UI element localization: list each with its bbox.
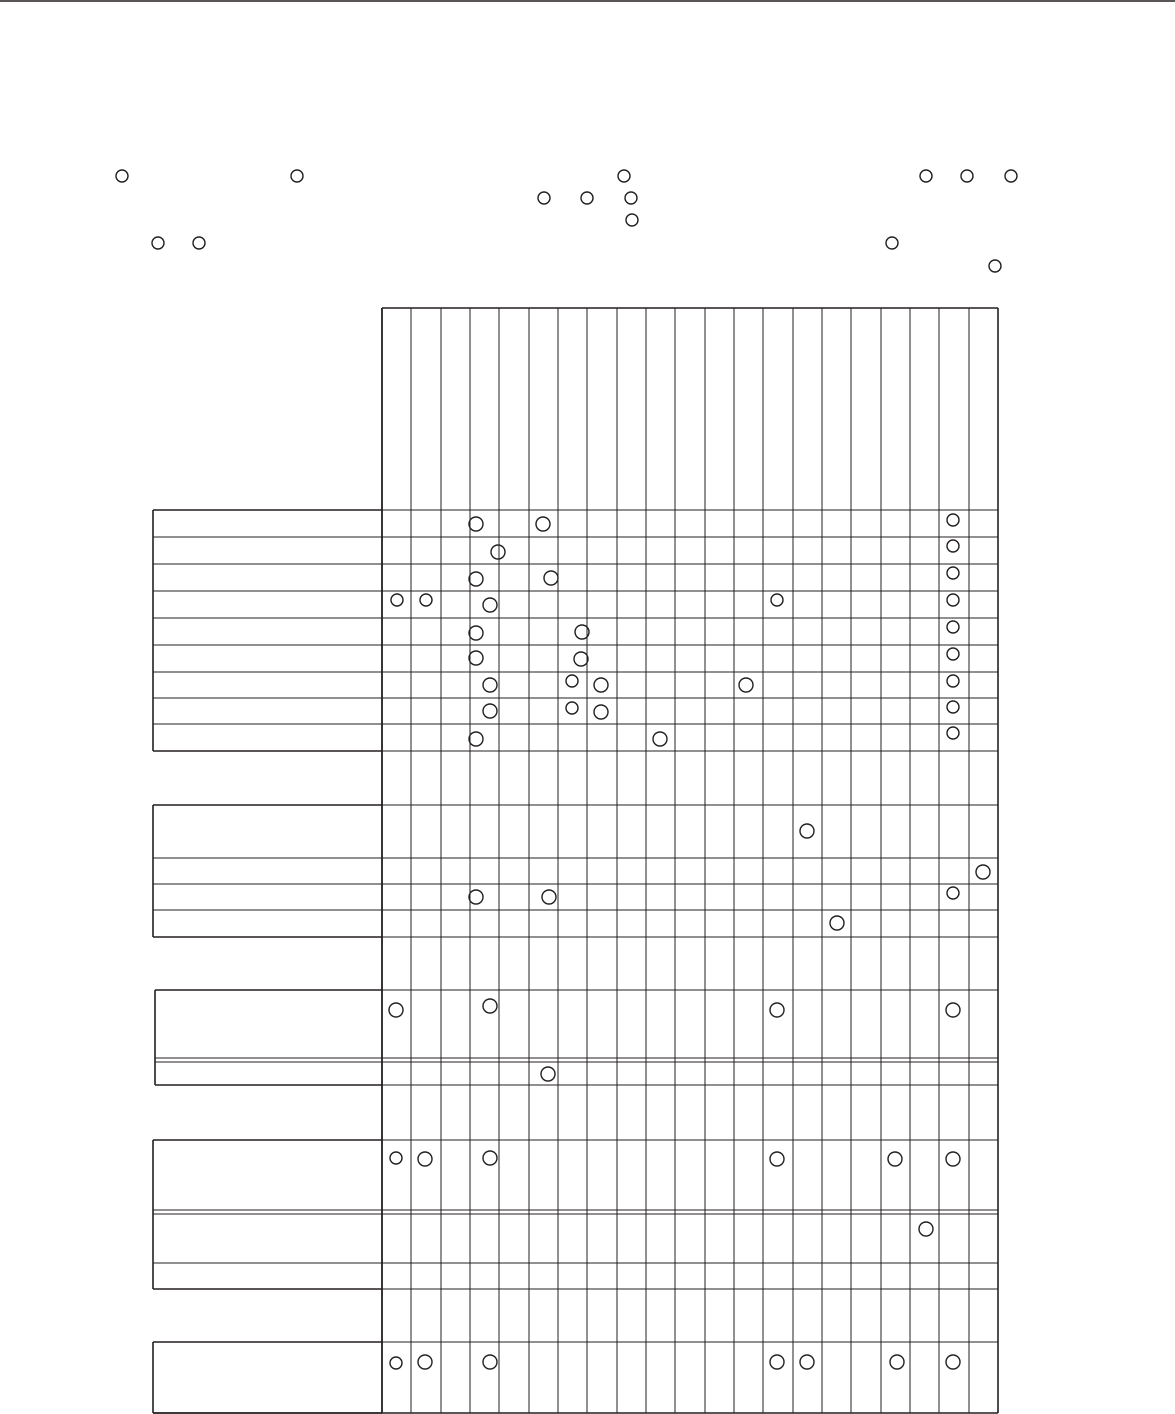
table-circle-mark-icon (947, 887, 959, 899)
note-circle-mark-icon (626, 214, 638, 226)
table-circle-mark-icon (469, 890, 483, 904)
table-circle-mark-icon (544, 571, 558, 585)
table-circle-mark-icon (890, 1355, 904, 1369)
table-circle-mark-icon (542, 890, 556, 904)
table-circle-mark-icon (418, 1355, 432, 1369)
table-circle-mark-icon (946, 1152, 960, 1166)
note-circle-mark-icon (581, 192, 593, 204)
table-circle-mark-icon (536, 517, 550, 531)
table-circle-mark-icon (389, 1003, 403, 1017)
table-circle-mark-icon (739, 678, 753, 692)
table-circle-mark-icon (420, 594, 432, 606)
note-circle-mark-icon (920, 170, 932, 182)
table-circle-mark-icon (830, 916, 844, 930)
table-circle-mark-icon (946, 1355, 960, 1369)
table-circle-mark-icon (469, 572, 483, 586)
table-circle-mark-icon (566, 702, 578, 714)
notes-marks (116, 170, 1017, 272)
table-circle-mark-icon (390, 1357, 402, 1369)
table-circle-mark-icon (947, 514, 959, 526)
table-circle-mark-icon (483, 678, 497, 692)
table-circle-mark-icon (469, 732, 483, 746)
table-circle-mark-icon (418, 1152, 432, 1166)
table-circle-mark-icon (771, 594, 783, 606)
table-circle-mark-icon (947, 540, 959, 552)
note-circle-mark-icon (989, 260, 1001, 272)
table-circle-mark-icon (566, 675, 578, 687)
table-circle-mark-icon (469, 517, 483, 531)
table-circle-mark-icon (390, 1152, 402, 1164)
table-circle-mark-icon (770, 1152, 784, 1166)
table-circle-mark-icon (946, 1003, 960, 1017)
note-circle-mark-icon (152, 237, 164, 249)
table-circle-mark-icon (574, 652, 588, 666)
note-circle-mark-icon (538, 192, 550, 204)
note-circle-mark-icon (961, 170, 973, 182)
table-circle-mark-icon (483, 704, 497, 718)
table-circle-mark-icon (888, 1152, 902, 1166)
table-circle-mark-icon (770, 1355, 784, 1369)
table-circle-mark-icon (594, 678, 608, 692)
note-circle-mark-icon (291, 170, 303, 182)
table-circle-mark-icon (469, 626, 483, 640)
table-circle-mark-icon (800, 1355, 814, 1369)
table-circle-mark-icon (947, 567, 959, 579)
table-circle-mark-icon (391, 594, 403, 606)
compatibility-table (153, 308, 998, 1413)
table-circle-mark-icon (976, 865, 990, 879)
table-circle-mark-icon (800, 824, 814, 838)
note-circle-mark-icon (886, 237, 898, 249)
table-circle-mark-icon (653, 732, 667, 746)
table-circle-mark-icon (919, 1222, 933, 1236)
table-circle-mark-icon (469, 651, 483, 665)
note-circle-mark-icon (116, 170, 128, 182)
note-circle-mark-icon (193, 237, 205, 249)
note-circle-mark-icon (625, 192, 637, 204)
table-circle-mark-icon (947, 727, 959, 739)
note-circle-mark-icon (618, 170, 630, 182)
table-circle-mark-icon (947, 594, 959, 606)
table-circle-mark-icon (947, 648, 959, 660)
table-circle-mark-icon (541, 1067, 555, 1081)
table-circle-mark-icon (947, 621, 959, 633)
table-marks (389, 514, 990, 1369)
table-circle-mark-icon (770, 1003, 784, 1017)
table-circle-mark-icon (483, 598, 497, 612)
note-circle-mark-icon (1005, 170, 1017, 182)
table-circle-mark-icon (483, 1151, 497, 1165)
table-circle-mark-icon (594, 705, 608, 719)
table-circle-mark-icon (947, 675, 959, 687)
table-circle-mark-icon (483, 999, 497, 1013)
table-circle-mark-icon (491, 545, 505, 559)
table-circle-mark-icon (947, 701, 959, 713)
table-circle-mark-icon (483, 1355, 497, 1369)
